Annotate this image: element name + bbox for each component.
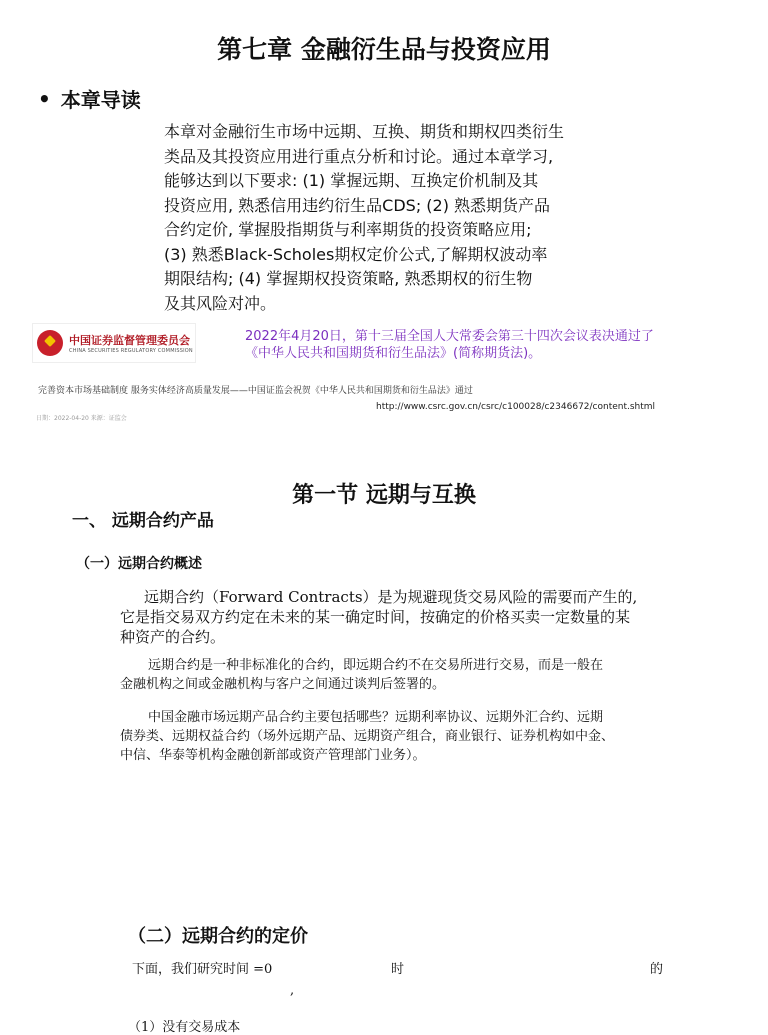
paragraph-line: 远期合约（Forward Contracts）是为规避现货交易风险的需要而产生的, [144,588,638,606]
pricing-heading: （二）远期合约的定价 [128,926,308,947]
pricing-de-word: 的 [650,962,664,977]
news-headline: 完善资本市场基础制度 服务实体经济高质量发展——中国证监会祝贺《中华人民共和国期货和衍生品法》通过 [38,386,473,396]
paragraph-nonstandard [120,656,680,694]
csrc-name-cn: 中国证券监督管理委员会 [69,334,190,347]
paragraph-line: 它是指交易双方约定在未来的某一确定时间，按确定的价格买卖一定数量的某 [120,608,631,626]
intro-paragraph [164,120,664,316]
paragraph-line: 远期合约是一种非标准化的合约，即远期合约不在交易所进行交易，而是一般在 [148,658,604,673]
paragraph-line: 债券类、远期权益合约（场外远期产品、远期资产组合，商业银行、证券机构如中金、 [120,729,615,744]
csrc-name-en: CHINA SECURITIES REGULATORY COMMISSION [69,348,193,354]
paragraph-line: 中信、华泰等机构金融创新部或资产管理部门业务）。 [120,748,426,763]
bullet-icon: • [38,86,51,111]
paragraph-line: 金融机构之间或金融机构与客户之间通过谈判后签署的。 [120,677,446,692]
national-emblem-icon [37,330,63,356]
intro-line: 及其风险对冲。 [164,293,277,313]
intro-line: 投资应用, 熟悉信用违约衍生品CDS; (2) 熟悉期货产品 [164,195,551,215]
paragraph-china-products [120,708,680,765]
source-url[interactable]: http://www.csrc.gov.cn/csrc/c100028/c2346672/content.shtml [376,402,656,412]
intro-line: 期限结构; (4) 掌握期权投资策略, 熟悉期权的衍生物 [164,269,533,288]
news-line: 2022年4月20日，第十三届全国人大常委会第三十四次会议表决通过了 [245,329,654,344]
intro-line: 类品及其投资应用进行重点分析和讨论。通过本章学习, [164,146,554,166]
paragraph-line: 种资产的合约。 [120,628,226,646]
chapter-title: 第七章 金融衍生品与投资应用 [217,35,551,64]
section-title: 第一节 远期与互换 [292,483,476,508]
news-date-source: 日期：2022-04-20 来源：证监会 [36,415,127,422]
intro-line: (3) 熟悉Black-Scholes期权定价公式,了解期权波动率 [164,244,548,264]
intro-line: 能够达到以下要求: (1) 掌握远期、互换定价机制及其 [164,171,539,190]
pricing-intro-text: 下面，我们研究时间 =0 [132,962,273,977]
intro-line: 合约定价, 掌握股指期货与利率期货的投资策略应用; [164,220,532,239]
news-line: 《中华人民共和国期货和衍生品法》(简称期货法)。 [245,346,542,361]
pricing-comma: , [290,983,295,998]
paragraph-line: 中国金融市场远期产品合约主要包括哪些？远期利率协议、远期外汇合约、远期 [148,710,604,725]
pricing-time-word: 时 [391,962,405,977]
subsubsection-heading: （一）远期合约概述 [76,556,202,572]
csrc-logo [32,323,196,363]
subsection-heading: 一、 远期合约产品 [72,511,214,531]
paragraph-forward-definition [120,587,680,647]
intro-line: 本章对金融衍生市场中远期、互换、期货和期权四类衍生 [164,122,565,141]
news-note [245,328,715,362]
intro-heading-text: 本章导读 [60,88,141,112]
assumption-line: （1）没有交易成本 [128,1020,241,1035]
intro-heading [38,84,141,113]
